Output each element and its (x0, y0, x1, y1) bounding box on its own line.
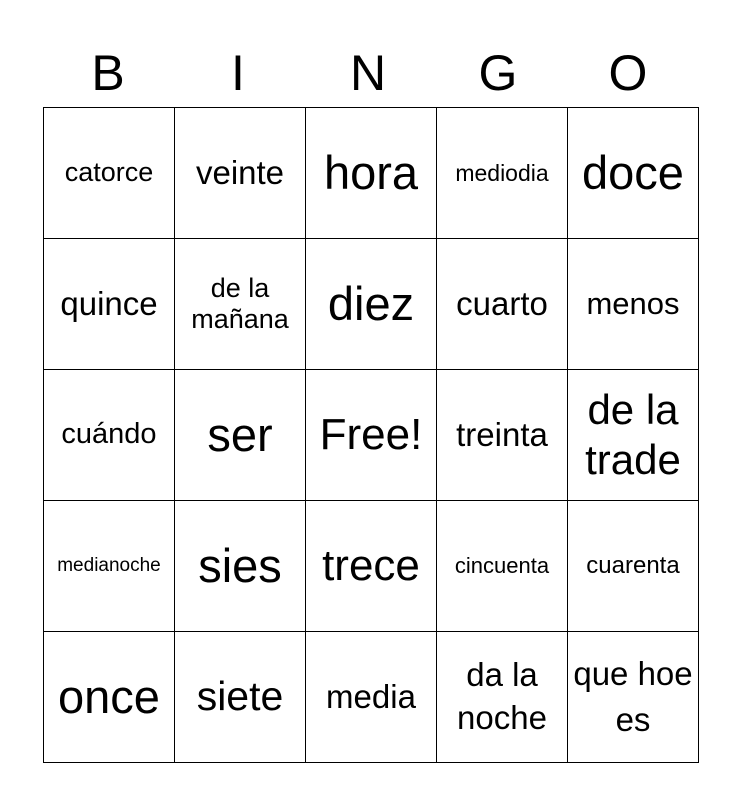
bingo-cell (568, 501, 699, 632)
bingo-cell (568, 632, 699, 763)
bingo-cell (44, 501, 175, 632)
cell-text: doce (582, 146, 684, 200)
bingo-cell (437, 632, 568, 763)
board-row (44, 501, 699, 632)
bingo-cell (437, 239, 568, 370)
header-letter-n: N (349, 45, 387, 101)
bingo-cell (306, 501, 437, 632)
cell-text: de la mañana (191, 272, 289, 334)
cell-text: da la noche (457, 656, 547, 736)
bingo-cell (44, 370, 175, 501)
cell-text: veinte (195, 154, 285, 192)
bingo-cell (306, 370, 437, 501)
cell-text: ser (207, 408, 273, 462)
bingo-cell (175, 632, 306, 763)
cell-text: de la trade (585, 385, 681, 483)
cell-text: hora (323, 146, 419, 200)
header-letter-o: O (608, 45, 648, 101)
bingo-board (43, 107, 699, 763)
cell-text: sies (198, 539, 282, 593)
cell-text: catorce (64, 157, 154, 188)
cell-text: Free! (319, 409, 423, 459)
bingo-cell (175, 370, 306, 501)
cell-text: medianoche (57, 555, 161, 577)
header-letter-b: B (91, 45, 125, 101)
bingo-cell (175, 501, 306, 632)
cell-text: menos (586, 286, 680, 322)
cell-text: cincuenta (454, 553, 550, 579)
cell-text: media (326, 678, 416, 716)
cell-text: diez (327, 277, 415, 331)
bingo-cell (306, 108, 437, 239)
bingo-cell (568, 108, 699, 239)
board-row (44, 632, 699, 763)
header-letter-i: I (231, 45, 245, 101)
bingo-cell (568, 239, 699, 370)
cell-text: trece (322, 540, 420, 590)
cell-text: treinta (456, 416, 548, 454)
cell-text: cuarto (456, 285, 548, 323)
header-letter-g: G (478, 45, 518, 101)
bingo-cell (437, 501, 568, 632)
bingo-cell (44, 239, 175, 370)
cell-text: once (58, 670, 160, 724)
board-row (44, 370, 699, 501)
bingo-cell (568, 370, 699, 501)
bingo-cell (44, 632, 175, 763)
cell-text: que hoe es (573, 654, 693, 738)
board-row (44, 239, 699, 370)
cell-text: mediodia (455, 159, 549, 186)
bingo-cell (44, 108, 175, 239)
cell-text: siete (196, 673, 284, 720)
cell-text: cuarenta (586, 552, 680, 580)
board-row (44, 108, 699, 239)
bingo-cell (306, 239, 437, 370)
bingo-cell (306, 632, 437, 763)
bingo-header (43, 40, 693, 106)
cell-text: quince (60, 285, 158, 323)
bingo-cell (175, 239, 306, 370)
cell-text: cuándo (61, 418, 157, 451)
bingo-cell (175, 108, 306, 239)
bingo-cell (437, 108, 568, 239)
bingo-cell (437, 370, 568, 501)
